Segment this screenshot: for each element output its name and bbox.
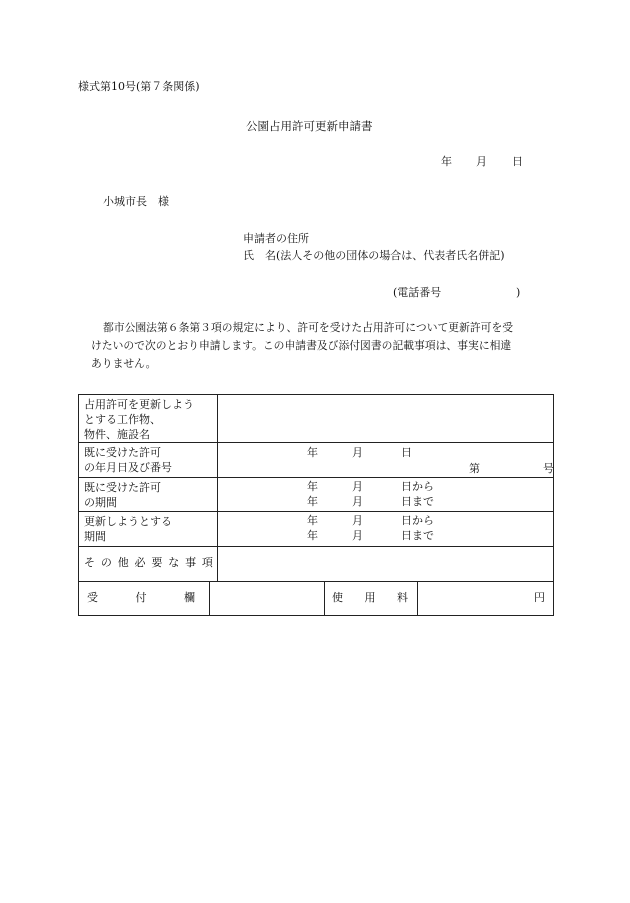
year-unit: 年 bbox=[307, 446, 318, 459]
reception-label-cell bbox=[79, 582, 210, 616]
month-unit: 月 bbox=[352, 480, 363, 493]
until-day: 日まで bbox=[401, 529, 434, 542]
target-label-line: 物件、施設名 bbox=[84, 428, 150, 441]
table-row bbox=[79, 478, 554, 512]
fee-label: 使 用 料 bbox=[332, 591, 408, 604]
prior-permit-label-line: 既に受けた許可 bbox=[84, 446, 161, 459]
target-label-line: とする工作物、 bbox=[84, 413, 161, 426]
reception-label: 受 付 欄 bbox=[87, 591, 195, 604]
target-label-cell bbox=[79, 395, 218, 443]
renewal-period-label-line: 期間 bbox=[84, 530, 106, 543]
from-day: 日から bbox=[401, 480, 434, 493]
number-prefix: 第 bbox=[469, 462, 480, 475]
renewal-period-value-cell[interactable] bbox=[218, 512, 554, 547]
fee-label-cell bbox=[325, 582, 418, 616]
prior-period-label-line: の期間 bbox=[84, 496, 117, 509]
phone-close: ) bbox=[516, 286, 521, 299]
from-day: 日から bbox=[401, 514, 434, 527]
year-unit: 年 bbox=[307, 514, 318, 527]
application-table bbox=[78, 394, 554, 616]
body-line: ありません。 bbox=[91, 357, 157, 370]
phone-open: (電話番号 bbox=[393, 286, 442, 299]
prior-permit-label-line: の年月日及び番号 bbox=[84, 461, 172, 474]
prior-permit-date-value-cell[interactable] bbox=[218, 443, 554, 478]
date-year: 年 bbox=[441, 155, 452, 168]
yen-unit: 円 bbox=[534, 591, 545, 604]
applicant-address-label: 申請者の住所 bbox=[243, 232, 309, 245]
applicant-name-label: 氏 名(法人その他の団体の場合は、代表者氏名併記) bbox=[243, 249, 505, 262]
table-row bbox=[79, 443, 554, 478]
until-day: 日まで bbox=[401, 495, 434, 508]
renewal-period-label-cell bbox=[79, 512, 218, 547]
fee-value-cell[interactable] bbox=[418, 582, 554, 616]
month-unit: 月 bbox=[352, 446, 363, 459]
other-matters-value-cell[interactable] bbox=[218, 547, 554, 582]
form-number: 様式第10号(第７条関係) bbox=[78, 80, 200, 93]
form-title: 公園占用許可更新申請書 bbox=[246, 119, 373, 133]
table-row bbox=[79, 395, 554, 443]
addressee: 小城市長 様 bbox=[103, 195, 169, 208]
prior-period-label-cell bbox=[79, 478, 218, 512]
body-line: 都市公園法第６条第３項の規定により、許可を受けた占用許可について更新許可を受 bbox=[103, 321, 514, 334]
date-month: 月 bbox=[476, 155, 487, 168]
month-unit: 月 bbox=[352, 529, 363, 542]
day-unit: 日 bbox=[401, 446, 412, 459]
body-line: けたいので次のとおり申請します。この申請書及び添付図書の記載事項は、事実に相違 bbox=[91, 339, 512, 352]
date-day: 日 bbox=[512, 155, 523, 168]
other-matters-label: そ の 他 必 要 な 事 項 bbox=[84, 556, 213, 569]
target-value-cell[interactable] bbox=[218, 395, 554, 443]
target-label-line: 占用許可を更新しよう bbox=[84, 398, 194, 411]
prior-period-value-cell[interactable] bbox=[218, 478, 554, 512]
reception-value-cell[interactable] bbox=[210, 582, 325, 616]
other-matters-label-cell bbox=[79, 547, 218, 582]
year-unit: 年 bbox=[307, 480, 318, 493]
year-unit: 年 bbox=[307, 529, 318, 542]
month-unit: 月 bbox=[352, 514, 363, 527]
prior-permit-date-label-cell bbox=[79, 443, 218, 478]
number-suffix: 号 bbox=[543, 462, 554, 475]
table-row bbox=[79, 547, 554, 582]
renewal-period-label-line: 更新しようとする bbox=[84, 515, 172, 528]
month-unit: 月 bbox=[352, 495, 363, 508]
table-row bbox=[79, 512, 554, 547]
table-row bbox=[79, 582, 554, 616]
prior-period-label-line: 既に受けた許可 bbox=[84, 481, 161, 494]
year-unit: 年 bbox=[307, 495, 318, 508]
